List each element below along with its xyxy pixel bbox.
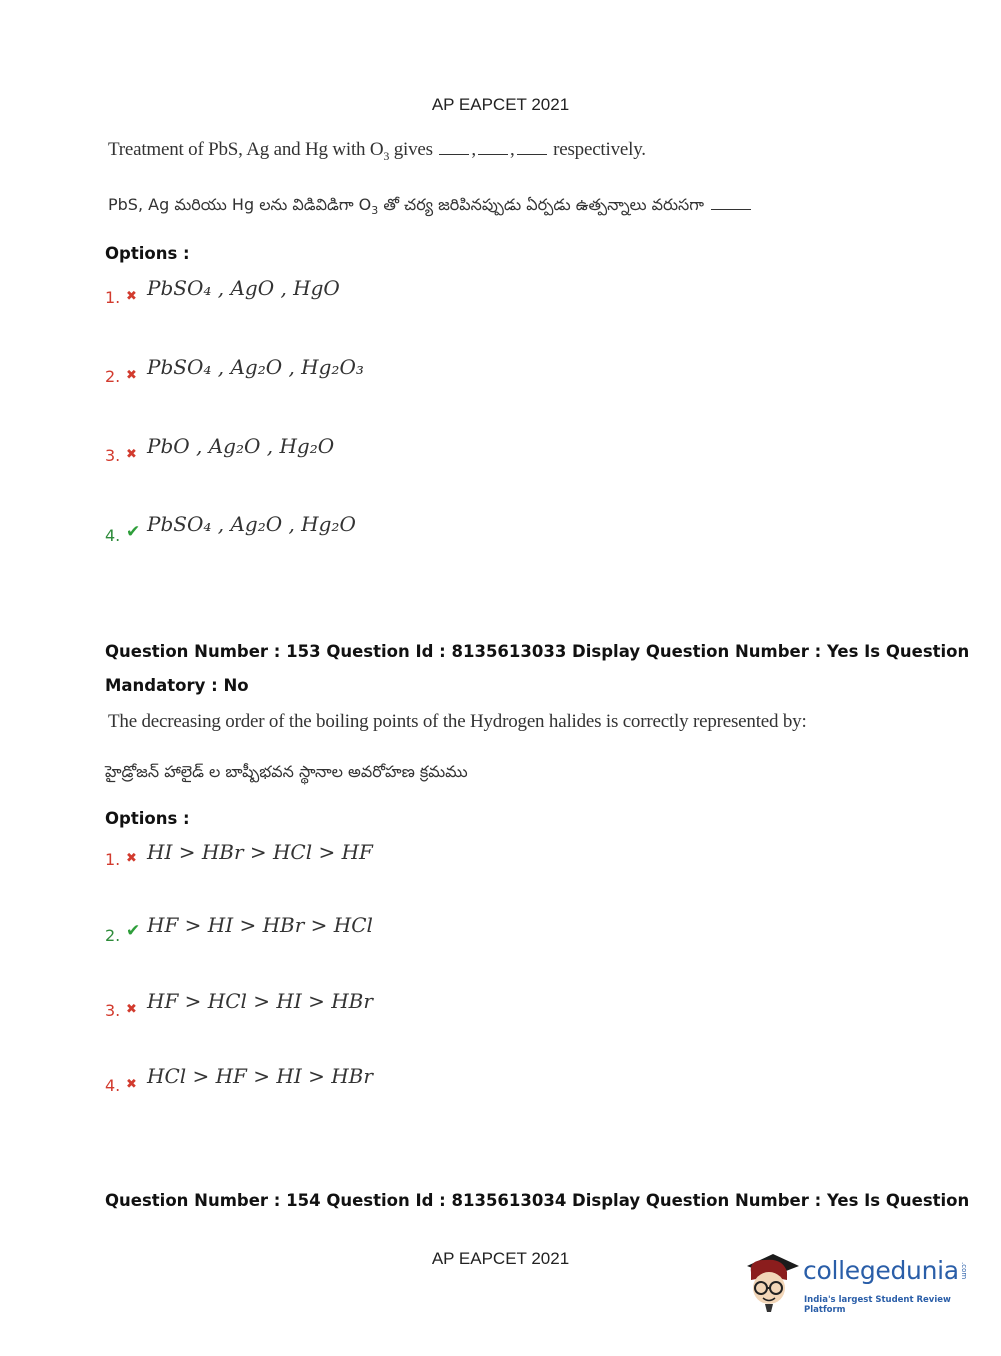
option-item[interactable] — [105, 1064, 805, 1104]
option-formula: HI > HBr > HCl > HF — [147, 840, 373, 864]
option-number: 4. — [105, 526, 121, 545]
logo-suffix: .com — [960, 1262, 968, 1280]
question-meta: Question Number : 154 Question Id : 8135613034 Display Question Number : Yes Is Question — [105, 1191, 970, 1210]
collegedunia-logo[interactable] — [743, 1250, 968, 1315]
question-text-english: Treatment of PbS, Ag and Hg with $O_3$ gives , , respectively. — [108, 139, 646, 163]
option-number: 1. — [105, 288, 121, 307]
wrong-mark-icon: ✖ — [126, 1076, 137, 1091]
wrong-mark-icon: ✖ — [126, 850, 137, 865]
option-number: 3. — [105, 1001, 121, 1020]
question-text-telugu: హైడ్రోజన్ హాలైడ్ ల బాష్పీభవన స్థానాల అవరోహణ క్రమము — [105, 762, 468, 781]
option-item[interactable] — [105, 355, 805, 395]
question-text-english: The decreasing order of the boiling points of the Hydrogen halides is correctly represented by: — [108, 711, 807, 732]
option-formula: HCl > HF > HI > HBr — [147, 1064, 373, 1088]
option-number: 2. — [105, 367, 121, 386]
option-formula: HF > HI > HBr > HCl — [147, 913, 373, 937]
wrong-mark-icon: ✖ — [126, 367, 137, 382]
logo-tagline: India's largest Student Review Platform — [804, 1295, 951, 1315]
option-formula: HF > HCl > HI > HBr — [147, 989, 373, 1013]
option-number: 2. — [105, 926, 121, 945]
options-label: Options : — [105, 244, 190, 263]
option-number: 3. — [105, 446, 121, 465]
page-header: AP EAPCET 2021 — [431, 95, 570, 114]
wrong-mark-icon: ✖ — [126, 446, 137, 461]
mascot-icon — [743, 1250, 801, 1315]
option-item[interactable] — [105, 434, 805, 474]
option-item[interactable] — [105, 989, 805, 1029]
option-formula: PbO , Ag₂O , Hg₂O — [147, 434, 335, 458]
option-item[interactable] — [105, 840, 805, 880]
options-label: Options : — [105, 809, 190, 828]
page-footer: AP EAPCET 2021 — [431, 1249, 570, 1268]
check-mark-icon: ✔ — [126, 921, 141, 940]
question-text-telugu: PbS, Ag మరియు Hg లను విడివిడిగా $O_3$ తో చర్య జరిపినప్పుడు ఏర్పడు ఉత్పన్నాలు వరుసగా — [108, 195, 753, 218]
option-number: 1. — [105, 850, 121, 869]
check-mark-icon: ✔ — [126, 522, 141, 541]
question-meta-continued: Mandatory : No — [105, 676, 249, 695]
question-meta: Question Number : 153 Question Id : 8135613033 Display Question Number : Yes Is Question — [105, 642, 970, 661]
option-formula: PbSO₄ , AgO , HgO — [147, 276, 340, 300]
wrong-mark-icon: ✖ — [126, 1001, 137, 1016]
option-item[interactable] — [105, 276, 805, 316]
option-formula: PbSO₄ , Ag₂O , Hg₂O — [147, 512, 356, 536]
wrong-mark-icon: ✖ — [126, 288, 137, 303]
logo-wordmark: collegedunia — [803, 1256, 959, 1285]
option-item[interactable] — [105, 512, 805, 552]
option-item[interactable] — [105, 913, 805, 953]
option-number: 4. — [105, 1076, 121, 1095]
option-formula: PbSO₄ , Ag₂O , Hg₂O₃ — [147, 355, 364, 379]
